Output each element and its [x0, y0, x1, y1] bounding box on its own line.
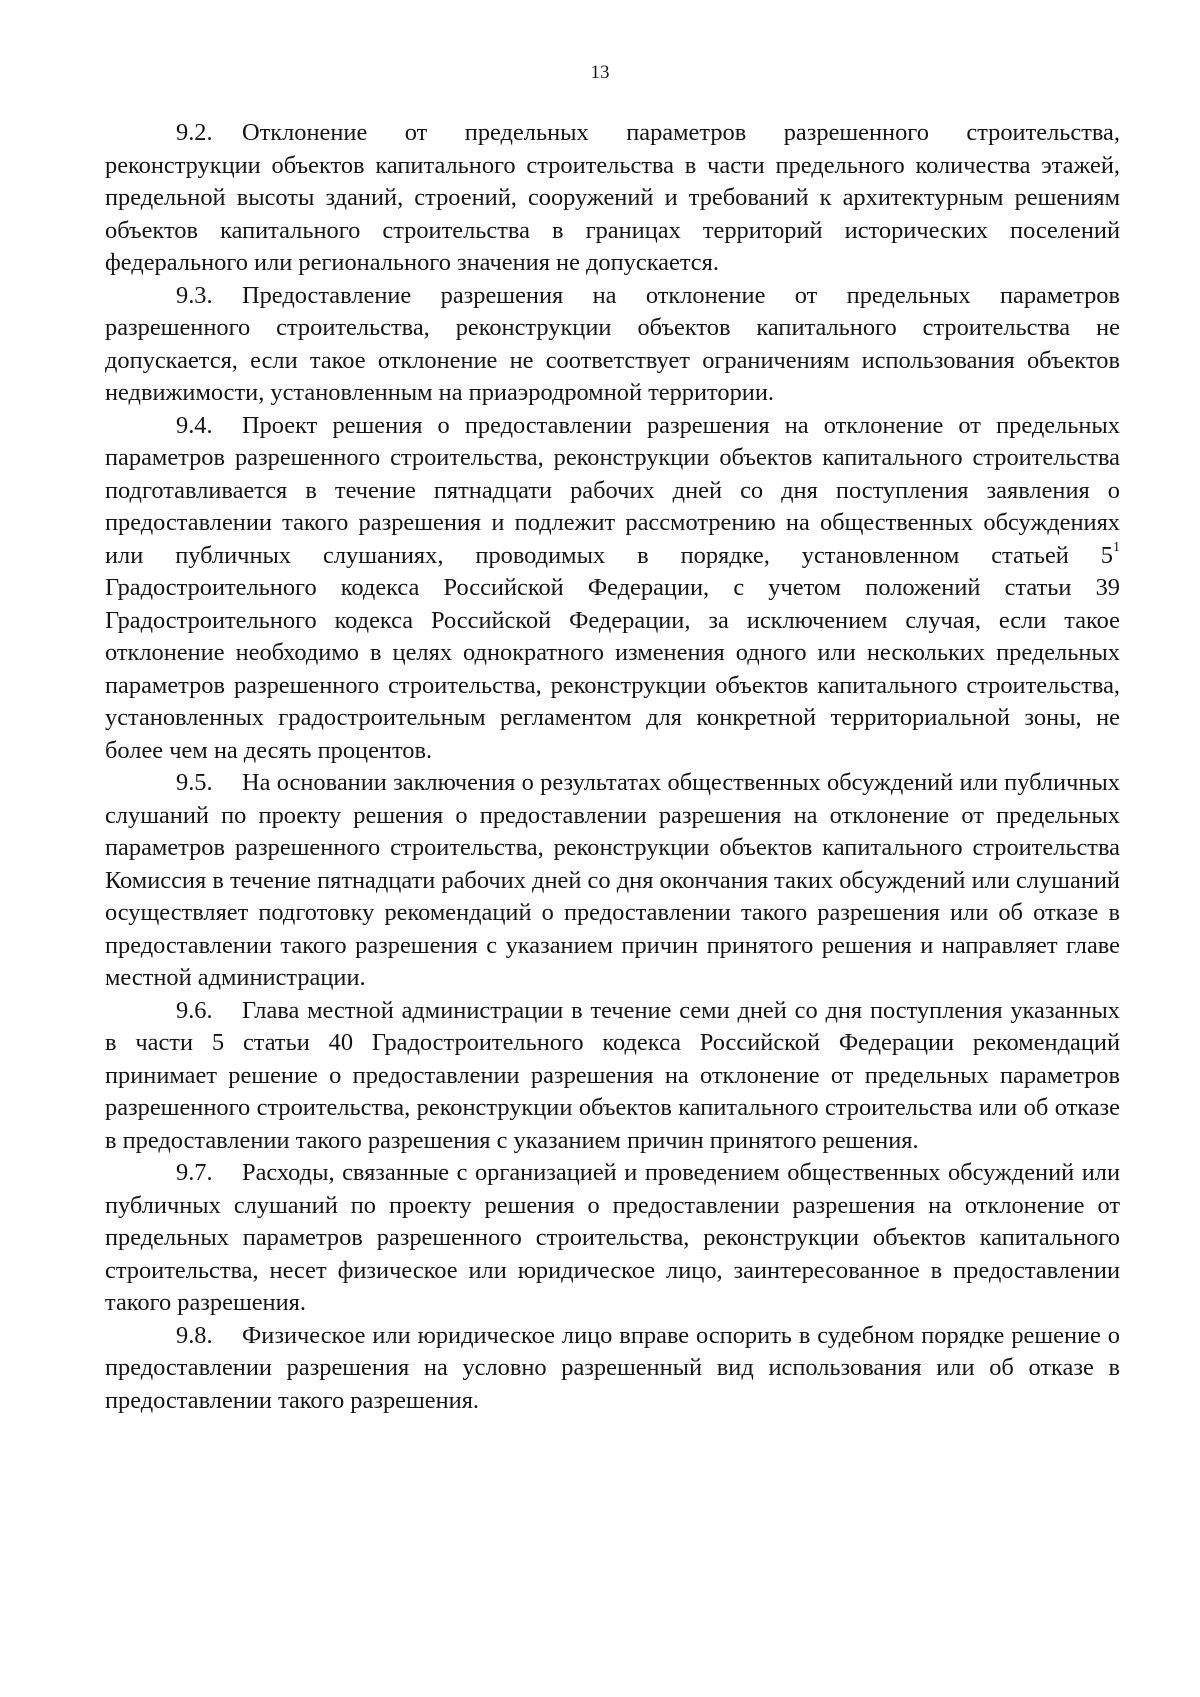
- paragraph-number: 9.5.: [176, 769, 213, 796]
- paragraph-9-6: [105, 995, 1120, 1158]
- paragraph-9-3: [105, 280, 1120, 410]
- paragraph-9-2: [105, 117, 1120, 280]
- paragraph-number: 9.3.: [176, 281, 213, 309]
- paragraph-9-8: [105, 1320, 1120, 1418]
- paragraph-number: 9.2.: [176, 119, 213, 146]
- superscript-reference: 1: [1113, 540, 1120, 556]
- paragraph-text: Расходы, связанные с организацией и проведением общественных обсуждений или публичных слушаний по проекту решения о предоставлении разрешения на отклонение от предельных параметров разрешенного строительства, реконструкции объектов капитального строительства, несет физическое или юридическое лицо, заинтересованное в предоставлении такого разрешения.: [105, 1159, 1120, 1316]
- paragraph-number: 9.6.: [176, 996, 213, 1024]
- paragraph-text: Глава местной администрации в течение семи дней со дня поступления указанных в части 5 статьи 40 Градостроительного кодекса Российской Федерации рекомендаций принимает решение о предоставлении разрешения на отклонение от предельных параметров разрешенного строительства, реконструкции объектов капитального строительства или об отказе в предоставлении такого разрешения с указанием причин принятого решения.: [105, 996, 1120, 1154]
- page-number: 13: [590, 62, 610, 83]
- paragraph-9-5: [105, 767, 1120, 995]
- document-body: [105, 117, 1120, 1417]
- paragraph-text: Проект решения о предоставлении разрешения на отклонение от предельных параметров разрешенного строительства, реконструкции объектов капитального строительства подготавливается в течение пятнадцати рабочих дней со дня поступления заявления о предоставлении такого разрешения и подлежит рассмотрению на общественных обсуждениях или публичных слушаниях, проводимых в порядке, установленном статьей 5: [105, 411, 1120, 569]
- paragraph-text: Физическое или юридическое лицо вправе оспорить в судебном порядке решение о предоставлении разрешения на условно разрешенный вид использования или об отказе в предоставлении такого разрешения.: [105, 1321, 1120, 1414]
- paragraph-text-continued: Градостроительного кодекса Российской Федерации, с учетом положений статьи 39 Градостроительного кодекса Российской Федерации, за исключением случая, если такое отклонение необходимо в целях однократного изменения одного или нескольких предельных параметров разрешенного строительства, реконструкции объектов капитального строительства, установленных градостроительным регламентом для конкретной территориальной зоны, не более чем на десять процентов.: [105, 574, 1120, 764]
- paragraph-text: Отклонение от предельных параметров разрешенного строительства, реконструкции объектов капитального строительства в части предельного количества этажей, предельной высоты зданий, строений, сооружений и требований к архитектурным решениям объектов капитального строительства в границах территорий исторических поселений федерального или регионального значения не допускается.: [105, 119, 1120, 276]
- paragraph-text: Предоставление разрешения на отклонение от предельных параметров разрешенного строительства, реконструкции объектов капитального строительства не допускается, если такое отклонение не соответствует ограничениям использования объектов недвижимости, установленным на приаэродромной территории.: [105, 281, 1120, 406]
- paragraph-9-7: [105, 1157, 1120, 1320]
- paragraph-number: 9.4.: [176, 411, 213, 439]
- paragraph-9-4: [105, 410, 1120, 768]
- paragraph-number: 9.7.: [176, 1159, 213, 1186]
- paragraph-text: На основании заключения о результатах общественных обсуждений или публичных слушаний по проекту решения о предоставлении разрешения на отклонение от предельных параметров разрешенного строительства, реконструкции объектов капитального строительства Комиссия в течение пятнадцати рабочих дней со дня окончания таких обсуждений или слушаний осуществляет подготовку рекомендаций о предоставлении такого разрешения или об отказе в предоставлении такого разрешения с указанием причин принятого решения и направляет главе местной администрации.: [105, 769, 1120, 991]
- paragraph-number: 9.8.: [176, 1321, 213, 1349]
